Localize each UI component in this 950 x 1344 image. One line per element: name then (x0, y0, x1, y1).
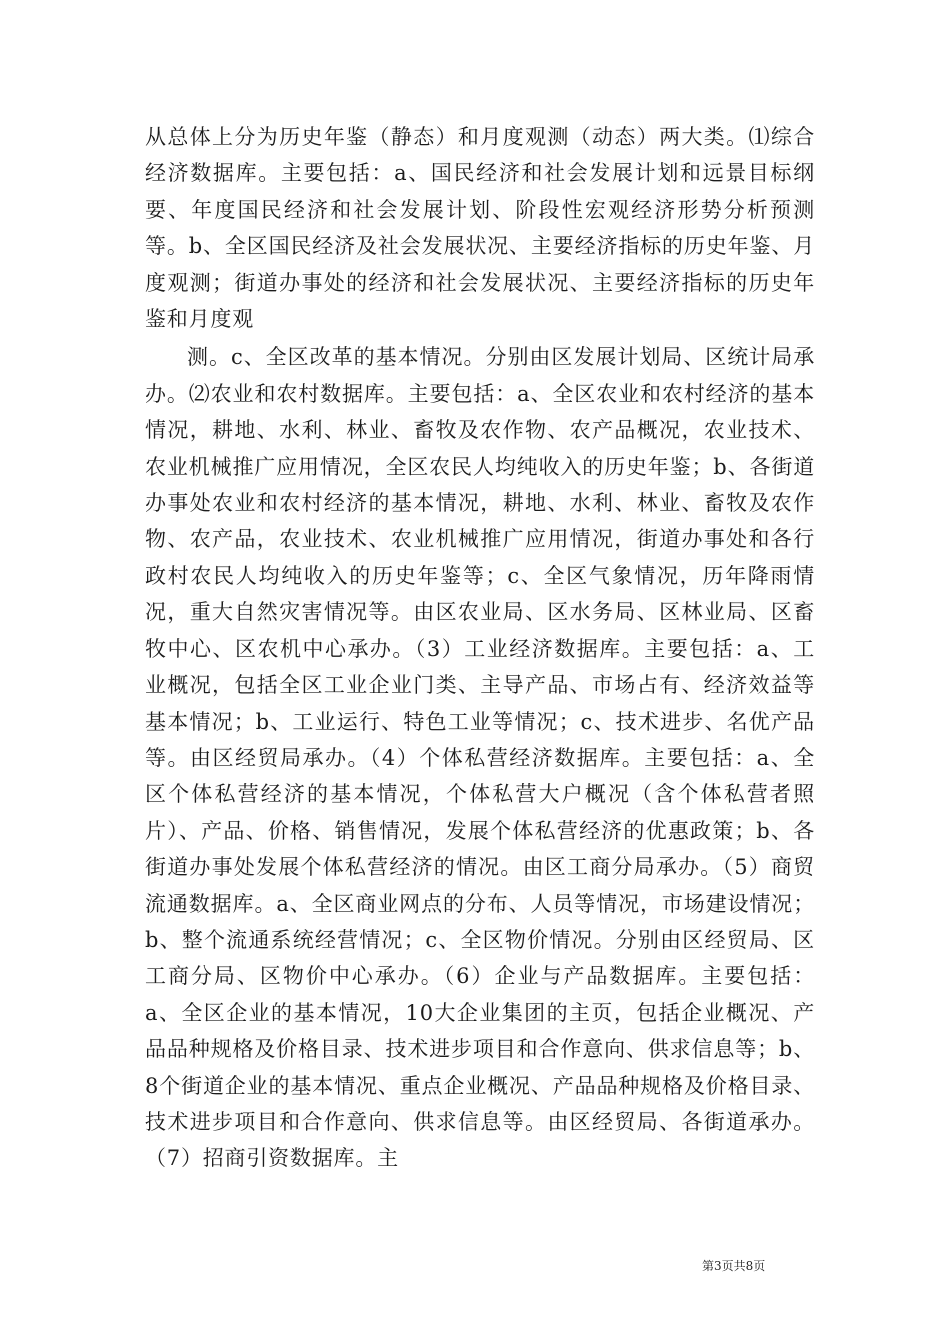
paragraph-1: 从总体上分为历史年鉴（静态）和月度观测（动态）两大类。⑴综合经济数据库。主要包括：a、国民经济和社会发展计划和远景目标纲要、年度国民经济和社会发展计划、阶段性宏观经济形势分析预测等。b、全区国民经济及社会发展状况、主要经济指标的历史年鉴、月度观测；街道办事处的经济和社会发展状况、主要经济指标的历史年鉴和月度观 (145, 125, 815, 332)
document-body (145, 119, 815, 1177)
paragraph-2: 测。c、全区改革的基本情况。分别由区发展计划局、区统计局承办。⑵农业和农村数据库。主要包括：a、全区农业和农村经济的基本情况，耕地、水利、林业、畜牧及农作物、农产品概况，农业技术、农业机械推广应用情况，全区农民人均纯收入的历史年鉴；b、各街道办事处农业和农村经济的基本情况，耕地、水利、林业、畜牧及农作物、农产品，农业技术、农业机械推广应用情况，街道办事处和各行政村农民人均纯收入的历史年鉴等；c、全区气象情况，历年降雨情况，重大自然灾害情况等。由区农业局、区水务局、区林业局、区畜牧中心、区农机中心承办。（3）工业经济数据库。主要包括：a、工业概况，包括全区工业企业门类、主导产品、市场占有、经济效益等基本情况；b、工业运行、特色工业等情况；c、技术进步、名优产品等。由区经贸局承办。（4）个体私营经济数据库。主要包括：a、全区个体私营经济的基本情况，个体私营大户概况（含个体私营者照片）、产品、价格、销售情况，发展个体私营经济的优惠政策；b、各街道办事处发展个体私营经济的情况。由区工商分局承办。（5）商贸流通数据库。a、全区商业网点的分布、人员等情况，市场建设情况；b、整个流通系统经营情况；c、全区物价情况。分别由区经贸局、区工商分局、区物价中心承办。（6）企业与产品数据库。主要包括：a、全区企业的基本情况，10大企业集团的主页，包括企业概况、产品品种规格及价格目录、技术进步项目和合作意向、供求信息等；b、8个街道企业的基本情况、重点企业概况、产品品种规格及价格目录、技术进步项目和合作意向、供求信息等。由区经贸局、各街道承办。（7）招商引资数据库。主 (145, 345, 815, 1171)
page-number: 第3页共8页 (702, 1259, 766, 1273)
